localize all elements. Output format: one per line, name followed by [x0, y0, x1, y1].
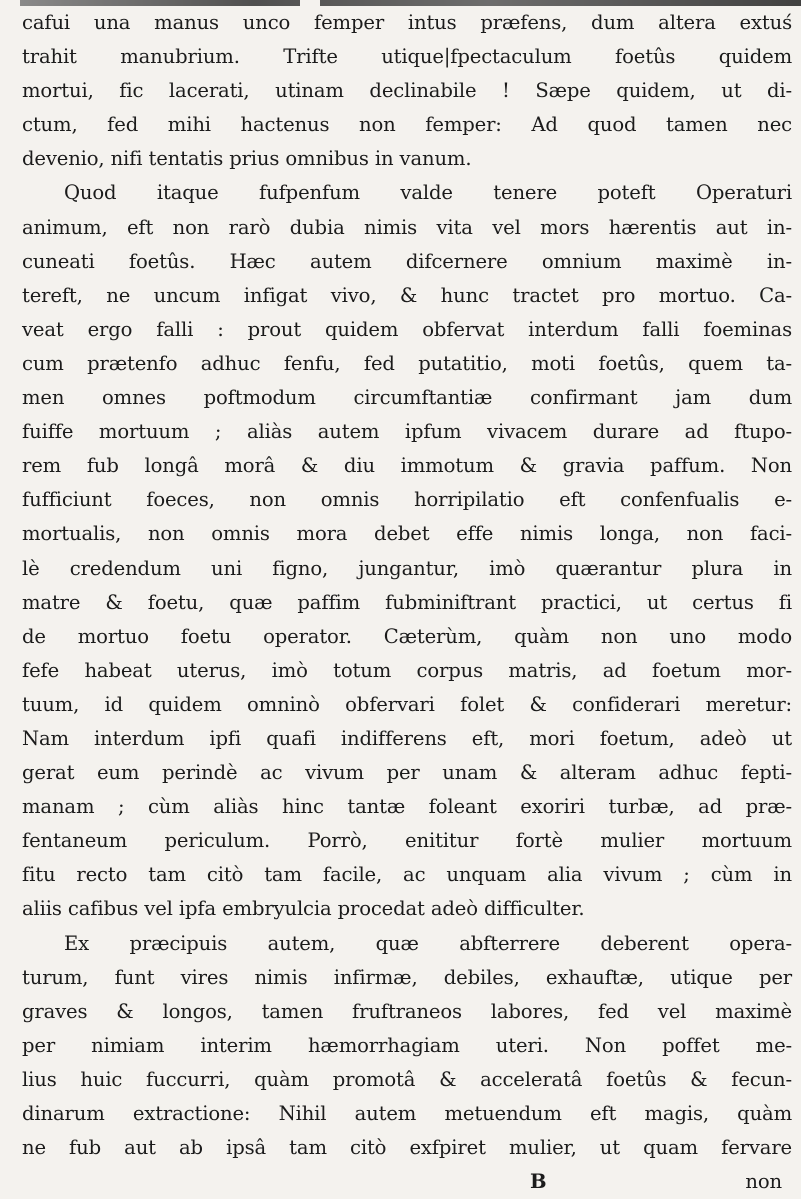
text-line: fuiffe mortuum ; aliàs autem ipfum vivacem durare ad ftupo- — [22, 420, 792, 444]
text-line: cafui una manus unco femper intus præfens, dum altera extuś — [22, 11, 792, 34]
paragraph-start-line: Ex præcipuis autem, quæ abfterrere deberent opera- — [64, 931, 792, 955]
text-line: per nimiam interim hæmorrhagiam uteri. Non poffet me- — [22, 1033, 792, 1057]
text-line: matre & foetu, quæ paffim fubminiftrant practici, ut certus fi — [22, 590, 792, 614]
paragraph-start-line: Quod itaque fufpenfum valde tenere poteft Operaturi — [64, 181, 792, 205]
text-line: aliis cafibus vel ipfa embryulcia procedat adeò difficulter. — [22, 897, 585, 921]
text-line: graves & longos, tamen fruftraneos labores, fed vel maximè — [22, 999, 792, 1023]
catchword: non — [745, 1170, 782, 1194]
text-line: veat ergo falli : prout quidem obfervat interdum falli foeminas — [22, 317, 792, 341]
text-line: dinarum extractione: Nihil autem metuendum eft magis, quàm — [22, 1102, 792, 1125]
text-line: Nam interdum ipfi quafi indifferens eft, mori foetum, adeò ut — [22, 726, 792, 750]
text-line: lius huic fuccurri, quàm promotâ & acceleratâ foetûs & fecun- — [22, 1067, 792, 1091]
text-line: fentaneum periculum. Porrò, enititur fortè mulier mortuum — [22, 829, 792, 853]
text-line: fitu recto tam citò tam facile, ac unquam alia vivum ; cùm in — [22, 863, 792, 887]
text-line: manam ; cùm aliàs hinc tantæ foleant exoriri turbæ, ad præ- — [22, 795, 792, 819]
text-line: trahit manubrium. Trifte utique|fpectaculum foetûs quidem — [22, 45, 792, 69]
page-body — [22, 6, 792, 1199]
text-line: mortualis, non omnis mora debet effe nimis longa, non faci- — [22, 522, 792, 546]
text-line: tuum, id quidem omninò obfervari folet & confiderari meretur: — [22, 692, 792, 716]
text-line: cuneati foetûs. Hæc autem difcernere omnium maximè in- — [22, 249, 792, 273]
text-line: fufficiunt foeces, non omnis horripilatio eft confenfualis e- — [22, 488, 792, 512]
text-line: men omnes poftmodum circumftantiæ confirmant jam dum — [22, 386, 792, 410]
text-line: fefe habeat uterus, imò totum corpus matris, ad foetum mor- — [22, 658, 792, 682]
text-line: animum, eft non rarò dubia nimis vita vel mors hærentis aut in- — [22, 215, 792, 239]
text-line: mortui, fic lacerati, utinam declinabile ! Sæpe quidem, ut di- — [22, 79, 792, 103]
text-line: ne fub aut ab ipsâ tam citò exfpiret mulier, ut quam fervare — [22, 1136, 792, 1160]
text-line: rem fub longâ morâ & diu immotum & gravia paffum. Non — [22, 454, 792, 478]
text-line: turum, funt vires nimis infirmæ, debiles, exhauftæ, utique per — [22, 965, 792, 989]
text-line: cum prætenfo adhuc fenfu, fed putatitio, moti foetûs, quem ta- — [22, 351, 792, 375]
text-line: tereft, ne uncum infigat vivo, & hunc tractet pro mortuo. Ca- — [22, 283, 792, 307]
signature-mark: B — [530, 1170, 547, 1194]
text-line: ctum, fed mihi hactenus non femper: Ad quod tamen nec — [22, 113, 792, 137]
text-line: devenio, nifi tentatis prius omnibus in vanum. — [22, 147, 472, 171]
text-line: de mortuo foetu operator. Cæterùm, quàm non uno modo — [22, 624, 792, 648]
text-line: lè credendum uni figno, jungantur, imò quærantur plura in — [22, 556, 792, 580]
text-line: gerat eum perindè ac vivum per unam & alteram adhuc fepti- — [22, 761, 792, 785]
page-footer — [22, 1165, 792, 1199]
